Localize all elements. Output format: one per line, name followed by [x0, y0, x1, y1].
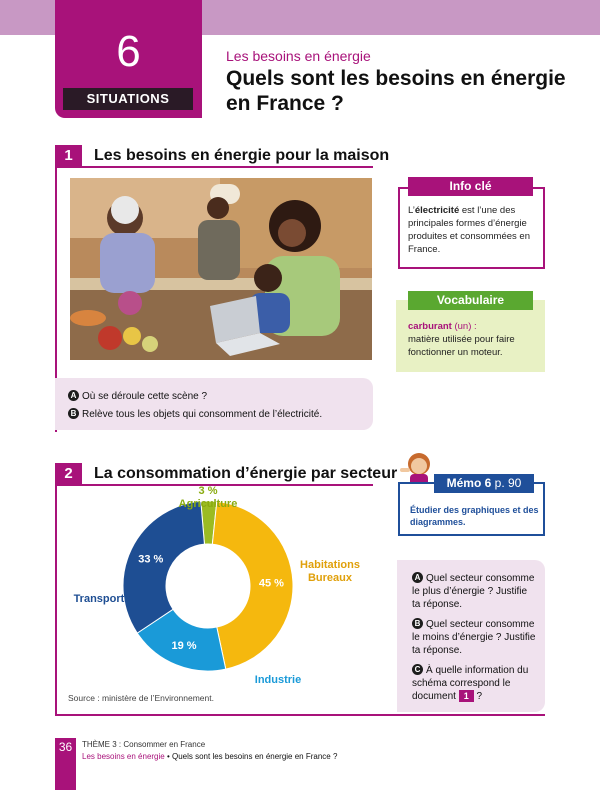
- section1-rule: [55, 166, 373, 168]
- page-title: Quels sont les besoins en énergie en France ?: [226, 67, 566, 115]
- chapter-number: 6: [116, 27, 141, 76]
- category-label-transports: Transports: [73, 593, 131, 605]
- question-a-2: A Quel secteur consomme le plus d’énergie ? Justifie ta réponse.: [412, 573, 535, 610]
- category-label-industrie: Industrie: [254, 674, 302, 686]
- footer-theme: THÈME 3 : Consommer en France: [82, 740, 206, 749]
- question-a-1: A Où se déroule cette scène ?: [68, 390, 207, 402]
- category-label-habitations-bureaux: Bureaux: [307, 572, 353, 584]
- section2-title: La consommation d’énergie par secteur: [94, 465, 398, 482]
- energy-donut-chart: [60, 486, 380, 691]
- question-letter-icon: B: [412, 618, 423, 629]
- value-label-habitations-bureaux: 45 %: [258, 577, 284, 590]
- question-c-2: C À quelle information du schéma correspond le document 1 ?: [412, 665, 529, 702]
- memo-tab[interactable]: Mémo 6 p. 90: [434, 474, 534, 493]
- section1-number: 1: [55, 145, 82, 167]
- questions-box-1: [55, 378, 373, 430]
- document-ref-tag[interactable]: 1: [459, 690, 474, 702]
- kitchen-photo: [70, 178, 372, 360]
- value-label-transports: 33 %: [138, 553, 164, 566]
- page-kicker: Les besoins en énergie: [226, 48, 371, 64]
- question-letter-icon: A: [68, 390, 79, 401]
- question-b-2: B Quel secteur consomme le moins d’énergie ? Justifie ta réponse.: [412, 619, 536, 656]
- chart-source: Source : ministère de l’Environnement.: [68, 693, 214, 703]
- section2-left-rule: [55, 484, 57, 716]
- footer-title: Les besoins en énergie • Quels sont les besoins en énergie en France ?: [82, 752, 338, 761]
- donut-slice-transports: [123, 501, 204, 633]
- info-cle-tab: Info clé: [408, 177, 533, 196]
- value-label-industrie: 19 %: [171, 639, 197, 652]
- section2-number: 2: [55, 463, 82, 485]
- question-letter-icon: A: [412, 572, 423, 583]
- question-letter-icon: B: [68, 408, 79, 419]
- vocabulary-tab: Vocabulaire: [408, 291, 533, 310]
- section1-title: Les besoins en énergie pour la maison: [94, 147, 390, 164]
- category-label-agriculture: Agriculture: [178, 498, 238, 510]
- page-number: 36: [58, 740, 73, 754]
- vocabulary-text: carburant (un) : matière utilisée pour faire fonctionner un moteur.: [408, 321, 515, 358]
- value-label-agriculture: 3 %: [198, 486, 218, 497]
- memo-text: Étudier des graphiques et des diagrammes.: [410, 505, 539, 527]
- category-label-habitations-bureaux: Habitations: [300, 559, 360, 571]
- info-cle-text: L’électricité est l’une des principales formes d’énergie produites et consommées en France.: [408, 205, 530, 255]
- chapter-label: SITUATIONS: [63, 88, 193, 110]
- question-letter-icon: C: [412, 664, 423, 675]
- section2-bottom-rule: [55, 714, 545, 716]
- question-b-1: B Relève tous les objets qui consomment de l’électricité.: [68, 408, 322, 420]
